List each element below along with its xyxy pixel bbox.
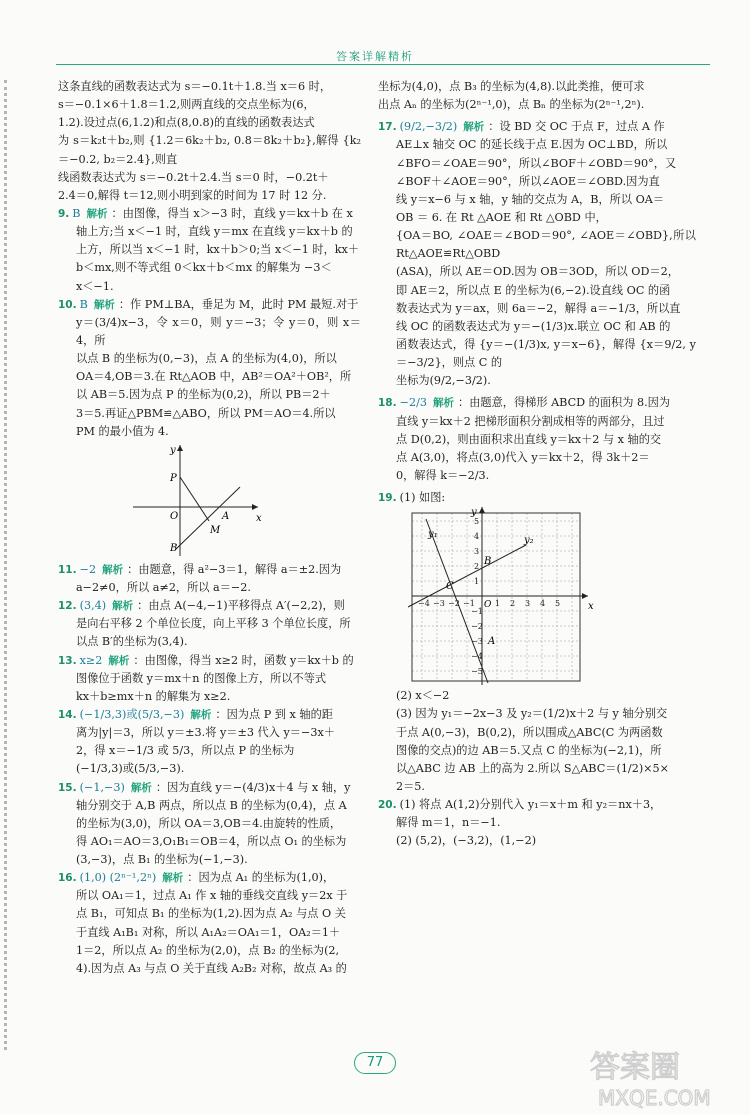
y-tick: 3: [474, 547, 480, 557]
text-line: 3＝5.再证△PBM≌△ABO，所以 PM＝AO＝4.所以: [76, 406, 336, 420]
label-x: x: [588, 601, 594, 613]
line-AB: [176, 487, 240, 549]
text-line: 由题意，得 a²−3＝1，解得 a＝±2.因为: [138, 562, 342, 576]
intro-block: [58, 78, 361, 205]
text-line: 以△ABC 边 AB 上的高为 2.所以 S△ABC＝(1/2)×5×: [396, 761, 670, 775]
text-line: 坐标为(4,0)，点 B₃ 的坐标为(4,8).以此类推，便可求: [378, 80, 645, 93]
answer: (9/2,−3/2): [399, 120, 458, 134]
text-line: 由题意，得梯形 ABCD 的面积为 8.因为: [469, 396, 671, 410]
label-A: A: [488, 636, 496, 648]
label-A: A: [222, 510, 230, 522]
q19-graph: [408, 507, 726, 687]
text-line: kx＋b≥mx＋n 的解集为 x≥2.: [76, 689, 231, 703]
text-line: s＝−0.1×6＋1.8＝1.2,则两直线的交点坐标为(6，: [58, 98, 315, 112]
text-line: 数表达式为 y＝ax，则 6a＝−2，解得 a＝−1/3，所以直: [396, 301, 681, 315]
x-tick: 5: [555, 599, 561, 609]
text-line: 所以 OA₁＝1，过点 A₁ 作 x 轴的垂线交直线 y＝2x 于: [76, 889, 348, 903]
svg-text:MXQE.COM: MXQE.COM: [598, 1086, 711, 1110]
text-line: 直线 y＝kx＋2 把梯形面积分割成相等的两部分，且过: [396, 414, 665, 428]
y-tick: −5: [471, 667, 483, 677]
q16: 16. (1,0) (2ⁿ⁻¹,2ⁿ) 解析 ：因为点 A₁ 的坐标为(1,0)， 所以 OA₁＝1，过点 A₁ 作 x 轴的垂线交直线 y＝2x 于 点 B₁，可知点 B₁ 的坐标为(1,2).因为点 A₂ 与点 O 关 于直线 A₁B₁ 对称，所以 A₁A₂＝OA₁＝1，OA₂＝1＋ 1＝2，所以点 A₂ 的坐标为(2,0)，点 B₂ 的坐标为(2, 4).因为点 A₃ 与点 O 关于直线 A₂B₂ 对称，故点 A₃ 的: [58, 869, 361, 978]
answer: (−1/3,3)或(5/3,−3): [79, 707, 185, 721]
label-y: y: [471, 507, 477, 519]
analysis-label: 解析: [433, 397, 454, 410]
text-line: (3) 因为 y₁＝−2x−3 及 y₂＝(1/2)x＋2 与 y 轴分别交: [396, 707, 668, 721]
text-line: 图像的交点)的边 AB＝5.又点 C 的坐标为(−2,1)，所: [396, 743, 662, 757]
text-line: 因为点 A₁ 的坐标为(1,0)，: [198, 871, 335, 885]
answer: −2: [79, 562, 97, 576]
text-line: (2) x＜−2: [396, 689, 450, 703]
y-tick: −2: [471, 622, 483, 632]
analysis-label: 解析: [86, 207, 108, 220]
q10: 10. B 解析 ：作 PM⊥BA，垂足为 M，此时 PM 最短.对于 y＝(3/4)x−3，令 x＝0，则 y＝−3；令 y＝0，则 x＝4，所 以点 B 的坐标为(0,−3)，点 A 的坐标为(4,0)，所以 OA＝4,OB＝3.在 Rt△AOB 中，AB²＝OA²＋OB²，所 以 AB＝5.因为点 P 的坐标为(0,2)，所以 PB＝2＋ 3＝5.再证△PBM≌△ABO，所以 PM＝AO＝4.所以 PM 的最小值为 4.: [58, 296, 361, 441]
text-line: (1) 将点 A(1,2)分别代入 y₁＝x＋m 和 y₂＝nx＋3，: [399, 798, 662, 812]
text-line: 因为点 P 到 x 轴的距: [226, 707, 333, 721]
answer: (−1,−3): [79, 780, 125, 794]
text-line: 轴分别交于 A,B 两点，所以点 B 的坐标为(0,4)，点 A: [76, 798, 347, 812]
y-tick: 5: [474, 517, 480, 527]
text-line: x＜−1.: [76, 279, 114, 293]
label-y2: y₂: [524, 535, 534, 547]
text-line: 点 A(3,0)，将点(3,0)代入 y＝kx＋2，得 3k＋2＝: [396, 450, 650, 464]
text-line: ∠BOF＋∠AOE＝90°，所以∠AOE＝∠OBD.因为直: [396, 174, 660, 188]
q19: [378, 489, 696, 796]
text-line: 2＝5.: [396, 779, 425, 793]
text-line: 离为|y|＝3，所以 y＝±3.将 y＝±3 代入 y＝−3x＋: [76, 726, 335, 740]
label-O: O: [170, 510, 179, 522]
y-tick: −4: [471, 652, 483, 662]
question-number: 9.: [58, 207, 70, 220]
x-tick: −2: [448, 599, 460, 609]
text-line: 即 AE＝2，所以点 E 的坐标为(6,−2).设直线 OC 的函: [396, 283, 671, 297]
question-number: 18.: [378, 397, 397, 410]
binding-margin: [4, 80, 15, 1050]
x-tick: −1: [463, 599, 475, 609]
y-axis-arrow: [177, 445, 183, 451]
q15: 15. (−1,−3) 解析 ：因为直线 y＝−(4/3)x＋4 与 x 轴，y 轴分别交于 A,B 两点，所以点 B 的坐标为(0,4)，点 A 的坐标为(3,0)，所以 OA＝3,OB＝4.由旋转的性质， 得 AO₁＝AO＝3,O₁B₁＝OB＝4，所以点 O₁ 的坐标为 (3,−3)，点 B₁ 的坐标为(−1,−3).: [58, 779, 361, 870]
text-line: 于点 A(0,−3)，B(0,2)，所以围成△ABC(C 为两函数: [396, 725, 663, 739]
text-line: (−1/3,3)或(5/3,−3).: [76, 762, 185, 776]
answer: B: [79, 297, 88, 311]
page-header: [0, 0, 750, 72]
label-B: B: [170, 542, 178, 554]
q20: [378, 796, 696, 850]
text-line: b＜mx,则不等式组 0＜kx＋b＜mx 的解集为 −3＜: [76, 261, 332, 275]
analysis-label: 解析: [102, 563, 124, 576]
y-tick: −3: [471, 637, 483, 647]
watermark-logo: [584, 1043, 744, 1111]
page-number: 77: [0, 1052, 750, 1074]
question-number: 20.: [378, 799, 397, 812]
answer: B: [72, 206, 81, 220]
y-tick: 2: [474, 562, 480, 572]
text-line: (2) (5,2)，(−3,2)，(1,−2): [396, 834, 537, 848]
q10-figure: [58, 441, 361, 561]
text-line: 线函数表达式为 s＝−0.2t＋2.4.当 s＝0 时，−0.2t＋: [58, 170, 329, 184]
x-tick: 4: [540, 599, 546, 609]
question-number: 15.: [58, 781, 77, 794]
text-line: 由点 A(−4,−1)平移得点 A′(−2,2)，则: [148, 599, 345, 613]
text-line: 以 AB＝5.因为点 P 的坐标为(0,2)，所以 PB＝2＋: [76, 388, 331, 402]
text-line: 作 PM⊥BA，垂足为 M，此时 PM 最短.对于: [130, 297, 359, 311]
label-P: P: [170, 472, 177, 484]
text-line: 因为直线 y＝−(4/3)x＋4 与 x 轴，y: [167, 780, 351, 794]
svg-text:答案圈: 答案圈: [590, 1050, 680, 1085]
text-line: 坐标为(9/2,−3/2).: [396, 374, 491, 388]
answer: −2/3: [399, 396, 427, 410]
label-y: y: [170, 444, 176, 456]
y-axis-arrow: [479, 507, 485, 513]
text-line: 得 AO₁＝AO＝3,O₁B₁＝OB＝4，所以点 O₁ 的坐标为: [76, 834, 347, 848]
question-number: 14.: [58, 708, 77, 721]
text-line: 0，解得 k＝−2/3.: [396, 468, 490, 482]
label-B: B: [484, 556, 492, 568]
text-line: 由图像，得当 x＞−3 时，直线 y＝kx＋b 在 x: [122, 206, 353, 220]
question-number: 11.: [58, 563, 77, 576]
text-line: 线 OC 的函数表达式为 y＝−(1/3)x.联立 OC 和 AB 的: [396, 319, 671, 333]
q18: 18. −2/3 解析 ：由题意，得梯形 ABCD 的面积为 8.因为 直线 y＝kx＋2 把梯形面积分割成相等的两部分，且过 点 D(0,2)，则由面积求出直线 y＝kx＋2 与 x 轴的交 点 A(3,0)，将点(3,0)代入 y＝kx＋2，得 3k＋2＝ 0，解得 k＝−2/3.: [378, 394, 696, 485]
right-column: [378, 78, 696, 851]
text-line: 出点 Aₙ 的坐标为(2ⁿ⁻¹,0)，点 Bₙ 的坐标为(2ⁿ⁻¹,2ⁿ).: [378, 98, 645, 112]
text-line: 2.4＝0,解得 t＝12,则小明到家的时间为 17 时 12 分.: [58, 188, 327, 202]
y-tick: 1: [474, 577, 480, 587]
text-line: 设 BD 交 OC 于点 F，过点 A 作: [499, 120, 665, 134]
question-number: 17.: [378, 121, 397, 134]
question-number: 16.: [58, 872, 77, 885]
text-line: OA＝4,OB＝3.在 Rt△AOB 中，AB²＝OA²＋OB²，所: [76, 370, 352, 384]
x-axis-arrow: [582, 593, 588, 599]
text-line: 2，得 x＝−1/3 或 5/3，所以点 P 的坐标为: [76, 744, 295, 758]
question-number: 19.: [378, 492, 397, 505]
text-line: 这条直线的函数表达式为 s＝−0.1t＋1.8.当 x＝6 时，: [58, 80, 332, 93]
q12: 12. (3,4) 解析 ：由点 A(−4,−1)平移得点 A′(−2,2)，则 是向右平移 2 个单位长度，向上平移 3 个单位长度，所 以点 B′的坐标为(3,4).: [58, 597, 361, 651]
label-y1: y₁: [428, 529, 438, 541]
text-line: (ASA)，所以 AE＝OD.因为 OB＝3OD，所以 OD＝2，: [396, 265, 679, 279]
analysis-label: 解析: [463, 121, 485, 134]
text-line: a−2≠0，所以 a≠2，所以 a＝−2.: [76, 580, 251, 594]
text-line: 点 D(0,2)，则由面积求出直线 y＝kx＋2 与 x 轴的交: [396, 432, 662, 446]
text-line: 点 B₁，可知点 B₁ 的坐标为(1,2).因为点 A₂ 与点 O 关: [76, 907, 346, 921]
label-x: x: [256, 512, 262, 524]
header-rule: [56, 64, 710, 65]
text-line: 以点 B 的坐标为(0,−3)，点 A 的坐标为(4,0)，所以: [76, 352, 337, 366]
label-O: O: [484, 600, 492, 611]
analysis-label: 解析: [130, 781, 152, 794]
x-tick: 1: [495, 599, 501, 609]
text-line: 线 y＝x−6 与 x 轴，y 轴的交点为 A，B，所以 OA＝: [396, 192, 665, 206]
text-line: 上方，所以当 x＜−1 时，kx＋b＞0;当 x＜−1 时，kx＋: [76, 243, 360, 257]
q13: 13. x≥2 解析 ：由图像，得当 x≥2 时，函数 y＝kx＋b 的 图像位于函数 y＝mx＋n 的图像上方，所以不等式 kx＋b≥mx＋n 的解集为 x≥2.: [58, 652, 361, 706]
analysis-label: 解析: [162, 872, 184, 885]
y-tick: −1: [471, 607, 483, 617]
text-line: 由图像，得当 x≥2 时，函数 y＝kx＋b 的: [144, 653, 354, 667]
left-column: [58, 78, 361, 978]
y-tick: 4: [474, 532, 480, 542]
q11: 11. −2 解析 ：由题意，得 a²−3＝1，解得 a＝±2.因为 a−2≠0，所以 a≠2，所以 a＝−2.: [58, 561, 361, 597]
text-line: 是向右平移 2 个单位长度，向上平移 3 个单位长度，所: [76, 617, 351, 631]
header-title: 答案详解精析: [336, 50, 414, 63]
question-number: 13.: [58, 654, 77, 667]
analysis-label: 解析: [190, 708, 212, 721]
answer: (1,0) (2ⁿ⁻¹,2ⁿ): [79, 871, 157, 885]
text-line: 为 s＝k₂t＋b₂,则 {1.2＝6k₂＋b₂, 0.8＝8k₂＋b₂},解得 {k₂＝−0.2, b₂＝2.4},则直: [58, 134, 361, 166]
text-line: 的坐标为(3,0)，所以 OA＝3,OB＝4.由旋转的性质，: [76, 816, 342, 830]
analysis-label: 解析: [108, 654, 130, 667]
x-tick: −4: [418, 599, 430, 609]
text-line: 轴上方;当 x＜−1 时，直线 y＝mx 在直线 y＝kx＋b 的: [76, 225, 353, 239]
text-line: 图像位于函数 y＝mx＋n 的图像上方，所以不等式: [76, 671, 327, 685]
question-number: 12.: [58, 600, 77, 613]
text-line: 1＝2，所以点 A₂ 的坐标为(2,0)，点 B₂ 的坐标为(2,: [76, 943, 340, 957]
text-line: ∠BFO＝∠OAE＝90°，所以∠BOF＋∠OBD＝90°，又: [396, 156, 677, 170]
question-number: 10.: [58, 298, 77, 311]
text-line: 以点 B′的坐标为(3,4).: [76, 635, 188, 649]
x-tick: −3: [433, 599, 445, 609]
analysis-label: 解析: [112, 600, 134, 613]
text-line: 解得 m＝1，n＝−1.: [396, 816, 501, 830]
answer: (3,4): [79, 599, 107, 613]
text-line: (1) 如图:: [399, 491, 446, 505]
x-tick: 3: [525, 599, 531, 609]
text-line: 4).因为点 A₃ 与点 O 关于直线 A₂B₂ 对称，故点 A₃ 的: [76, 961, 347, 975]
text-line: OB ＝ 6. 在 Rt △AOE 和 Rt △OBD 中，: [396, 210, 607, 224]
text-line: 1.2).设过点(6,1.2)和点(8,0.8)的直线的函数表达式: [58, 116, 315, 130]
text-line: (3,−3)，点 B₁ 的坐标为(−1,−3).: [76, 853, 248, 867]
analysis-label: 解析: [93, 298, 115, 311]
text-line: PM 的最小值为 4.: [76, 424, 169, 438]
label-C: C: [446, 581, 454, 593]
x-axis-arrow: [252, 504, 258, 510]
q17: 17. (9/2,−3/2) 解析 ：设 BD 交 OC 于点 F，过点 A 作 AE⊥x 轴交 OC 的延长线于点 E.因为 OC⊥BD，所以 ∠BFO＝∠OAE＝90°，所以∠BOF＋∠OBD＝90°，又 ∠BOF＋∠AOE＝90°，所以∠AOE＝∠OBD.因为直 线 y＝x−6 与 x 轴，y 轴的交点为 A，B，所以 OA＝ OB ＝ 6. 在 Rt △AOE 和 Rt △OBD 中， {OA＝BO, ∠OAE＝∠BOD＝90°, ∠AOE＝∠OBD},所以 Rt△AOE≌Rt△OBD (ASA)，所以 AE＝OD.因为 OB＝3OD，所以 OD＝2， 即 AE＝2，所以点 E 的坐标为(6,−2).设直线 OC 的函 数表达式为 y＝ax，则 6a＝−2，解得 a＝−1/3，所以直 线 OC 的函数表达式为 y＝−(1/3)x.联立 OC 和 AB 的 函数表达式，得 {y＝−(1/3)x, y＝x−6}，解得 {x＝9/2, y＝−3/2}，则点 C 的 坐标为(9/2,−3/2).: [378, 118, 696, 390]
text-line: {OA＝BO, ∠OAE＝∠BOD＝90°, ∠AOE＝∠OBD},所以 Rt△AOE≌Rt△OBD: [396, 229, 696, 261]
text-line: y＝(3/4)x−3，令 x＝0，则 y＝−3；令 y＝0，则 x＝4，所: [76, 315, 361, 347]
text-line: 于直线 A₁B₁ 对称，所以 A₁A₂＝OA₁＝1，OA₂＝1＋: [76, 925, 341, 939]
segment-PM: [180, 477, 209, 521]
text-line: 函数表达式，得 {y＝−(1/3)x, y＝x−6}，解得 {x＝9/2, y＝−3/2}，则点 C 的: [396, 337, 696, 370]
q16-continued: [378, 78, 696, 114]
x-tick: 2: [510, 599, 516, 609]
text-line: AE⊥x 轴交 OC 的延长线于点 E.因为 OC⊥BD，所以: [396, 138, 668, 152]
q9: 9. B 解析 ：由图像，得当 x＞−3 时，直线 y＝kx＋b 在 x 轴上方;当 x＜−1 时，直线 y＝mx 在直线 y＝kx＋b 的 上方，所以当 x＜−1 时，kx＋b＞0;当 x＜−1 时，kx＋ b＜mx,则不等式组 0＜kx＋b＜mx 的解集为 −3＜ x＜−1.: [58, 205, 361, 296]
label-M: M: [210, 524, 221, 536]
answer: x≥2: [79, 653, 103, 667]
q14: 14. (−1/3,3)或(5/3,−3) 解析 ：因为点 P 到 x 轴的距 离为|y|＝3，所以 y＝±3.将 y＝±3 代入 y＝−3x＋ 2，得 x＝−1/3 或 5/3，所以点 P 的坐标为 (−1/3,3)或(5/3,−3).: [58, 706, 361, 779]
